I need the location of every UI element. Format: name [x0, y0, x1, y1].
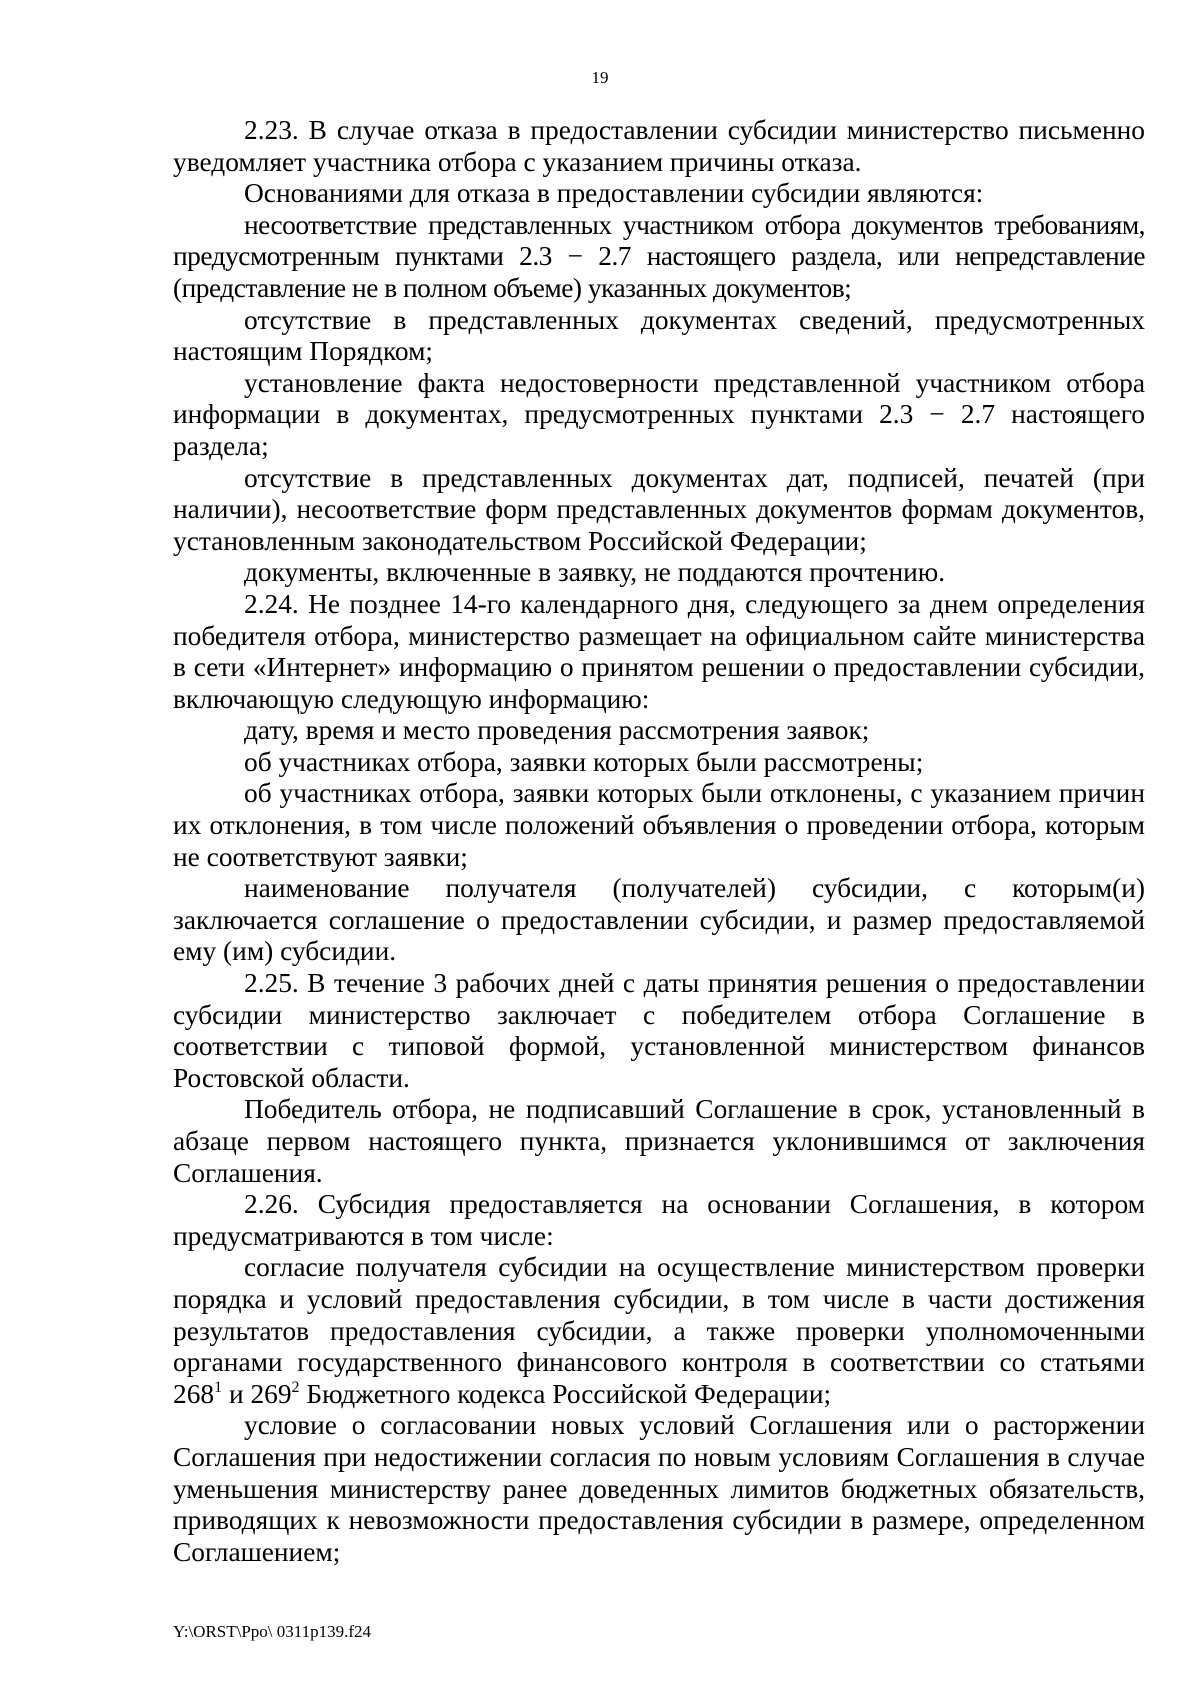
paragraph-2-26: 2.26. Субсидия предоставляется на основании Соглашения, в котором предусматриваются в том числе: [173, 1189, 1145, 1251]
paragraph-recipient-name: наименование получателя (получателей) субсидии, с которым(и) заключается соглашение о предоставлении субсидии, и размер предоставляемой ему (им) субсидии. [173, 873, 1145, 967]
paragraph-2-24: 2.24. Не позднее 14-го календарного дня, следующего за днем определения победителя отбора, министерство размещает на официальном сайте министерства в сети «Интернет» информацию о принятом решении о предоставлении субсидии, включающую следующую информацию: [173, 588, 1145, 714]
paragraph-winner-evasion: Победитель отбора, не подписавший Соглашение в срок, установленный в абзаце первом настоящего пункта, признается уклонившимся от заключения Соглашения. [173, 1094, 1145, 1188]
paragraph-unreadable: документы, включенные в заявку, не поддаются прочтению. [244, 557, 946, 588]
footer-file-path: Y:\ORST\Ppo\ 0311p139.f24 [173, 1622, 372, 1641]
page-number: 19 [591, 68, 609, 87]
consent-text-before: согласие получателя субсидии на осуществление министерством проверки порядка и условий предоставления субсидии, в том числе в части достижения результатов предоставления субсидии, а также проверки уполномоченными органами государственного финансового контроля в соответствии со статьями 268 [173, 1252, 1145, 1409]
paragraph-consent-inspection [173, 1252, 1145, 1410]
consent-text-after: Бюджетного кодекса Российской Федерации; [299, 1378, 832, 1409]
paragraph-rejected-participants: об участниках отбора, заявки которых были отклонены, с указанием причин их отклонения, в том числе положений объявления о проведении отбора, которым не соответствуют заявки; [173, 778, 1145, 872]
paragraph-reviewed-participants: об участниках отбора, заявки которых были рассмотрены; [244, 746, 924, 777]
paragraph-nonconformity: несоответствие представленных участником отбора документов требованиям, предусмотренным пунктами 2.3 − 2.7 настоящего раздела, или непредставление (представление не в полном объеме) указанных документов; [173, 209, 1145, 303]
paragraph-refusal-grounds: Основаниями для отказа в предоставлении субсидии являются: [244, 178, 984, 209]
paragraph-missing-signatures: отсутствие в представленных документах дат, подписей, печатей (при наличии), несоответствие форм представленных документов формам документов, установленным законодательством Российской Федерации; [173, 462, 1145, 556]
consent-text-middle: и 269 [222, 1378, 292, 1409]
paragraph-missing-info: отсутствие в представленных документах сведений, предусмотренных настоящим Порядком; [173, 304, 1145, 367]
document-body [173, 115, 1145, 1568]
superscript-1: 1 [214, 1378, 223, 1396]
paragraph-date-time-place: дату, время и место проведения рассмотрения заявок; [244, 715, 870, 746]
paragraph-2-25: 2.25. В течение 3 рабочих дней с даты принятия решения о предоставлении субсидии министерство заключает с победителем отбора Соглашение в соответствии с типовой формой, установленной министерством финансов Ростовской области. [173, 968, 1145, 1093]
paragraph-unreliable-info: установление факта недостоверности представленной участником отбора информации в документах, предусмотренных пунктами 2.3 − 2.7 настоящего раздела; [173, 367, 1145, 461]
paragraph-2-23: 2.23. В случае отказа в предоставлении субсидии министерство письменно уведомляет участника отбора с указанием причины отказа. [173, 115, 1145, 177]
paragraph-agreement-terms: условие о согласовании новых условий Соглашения или о расторжении Соглашения при недостижении согласия по новым условиям Соглашения в случае уменьшения министерству ранее доведенных лимитов бюджетных обязательств, приводящих к невозможности предоставления субсидии в размере, определенном Соглашением; [173, 1410, 1145, 1567]
superscript-2: 2 [291, 1378, 300, 1396]
